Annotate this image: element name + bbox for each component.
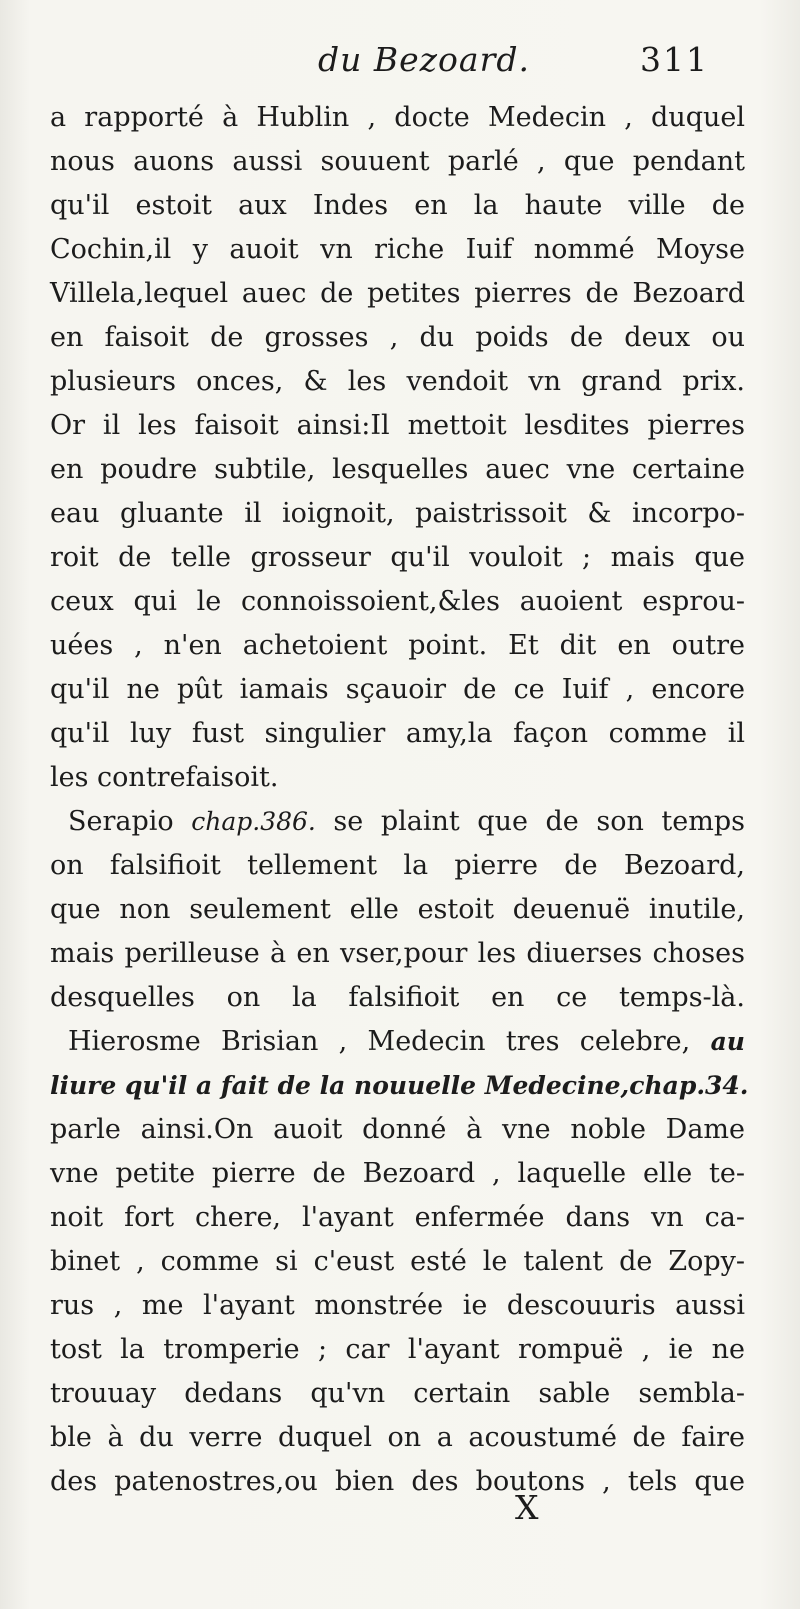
text-line: rus , me l'ayant monstrée ie descouuris aussi [50, 1290, 745, 1321]
text-fragment: Serapio [68, 806, 192, 837]
signature-mark: X [515, 1488, 539, 1527]
paragraph-start-line [50, 800, 745, 844]
text-line: qu'il estoit aux Indes en la haute ville de [50, 190, 745, 221]
text-line: roit de telle grosseur qu'il vouloit ; mais que [50, 542, 745, 573]
text-line: des patenostres,ou bien des boutons , tels que [50, 1466, 745, 1497]
book-reference: liure qu'il a fait de la nouuelle Medecine,chap.34. [50, 1071, 749, 1100]
text-line: desquelles on la falsifioit en ce temps-là. [50, 982, 745, 1013]
text-line: eau gluante il ioignoit, paistrissoit & incorpo- [50, 498, 745, 529]
text-line: qu'il luy fust singulier amy,la façon comme il [50, 718, 745, 749]
paragraph-start-line [50, 1020, 745, 1064]
text-line: que non seulement elle estoit deuenuë inutile, [50, 894, 745, 925]
text-line: Villela,lequel auec de petites pierres de Bezoard [50, 278, 745, 309]
text-line: en faisoit de grosses , du poids de deux ou [50, 322, 745, 353]
text-line: vne petite pierre de Bezoard , laquelle elle te- [50, 1158, 745, 1189]
text-line: les contrefaisoit. [50, 762, 279, 793]
book-reference-line [50, 1064, 749, 1108]
page-header [0, 40, 800, 94]
text-line: en poudre subtile, lesquelles auec vne certaine [50, 454, 745, 485]
body-text [50, 96, 749, 1504]
text-line: ceux qui le connoissoient,&les auoient esprou- [50, 586, 745, 617]
text-line: noit fort chere, l'ayant enfermée dans vn ca- [50, 1202, 745, 1233]
text-fragment: Hierosme Brisian , Medecin tres celebre, [68, 1026, 691, 1057]
text-fragment: se plaint que de son temps [315, 806, 745, 837]
text-line: binet , comme si c'eust esté le talent de Zopy- [50, 1246, 745, 1277]
text-line: a rapporté à Hublin , docte Medecin , duquel [50, 102, 745, 133]
running-title: du Bezoard. [318, 40, 530, 79]
text-line: Cochin,il y auoit vn riche Iuif nommé Moyse [50, 234, 745, 265]
text-line: qu'il ne pût iamais sçauoir de ce Iuif , encore [50, 674, 745, 705]
text-line: tost la tromperie ; car l'ayant rompuë , ie ne [50, 1334, 745, 1365]
text-line: parle ainsi.On auoit donné à vne noble Dame [50, 1114, 745, 1145]
text-line: trouuay dedans qu'vn certain sable sembla- [50, 1378, 745, 1409]
page-number: 311 [640, 40, 709, 79]
text-line: uées , n'en achetoient point. Et dit en outre [50, 630, 745, 661]
text-line: plusieurs onces, & les vendoit vn grand prix. [50, 366, 745, 397]
text-line: Or il les faisoit ainsi:Il mettoit lesdites pierres [50, 410, 745, 441]
text-line: mais perilleuse à en vser,pour les diuerses choses [50, 938, 745, 969]
text-line: on falsifioit tellement la pierre de Bezoard, [50, 850, 745, 881]
text-line: nous auons aussi souuent parlé , que pendant [50, 146, 745, 177]
book-reference: au [690, 1027, 745, 1056]
chapter-reference: chap.386. [191, 807, 316, 836]
text-line: ble à du verre duquel on a acoustumé de faire [50, 1422, 745, 1453]
